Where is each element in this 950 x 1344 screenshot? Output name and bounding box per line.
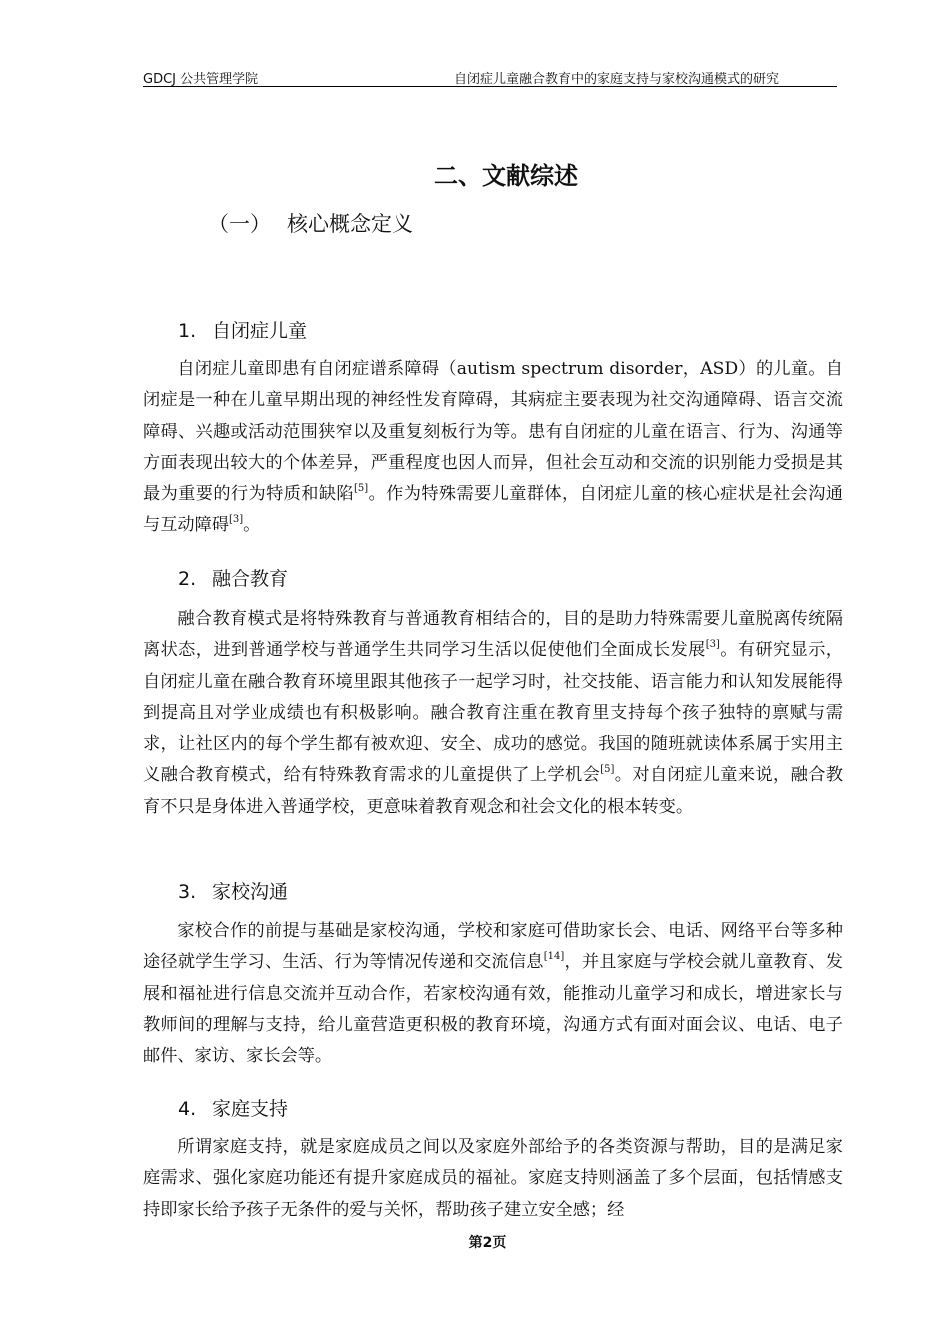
paragraph-text: 家校合作的前提与基础是家校沟通，学校和家庭可借助家长会、电话、网络平台等多种途径就学生学习、生活、行为等情况传递和交流信息 bbox=[143, 921, 843, 973]
running-header bbox=[143, 64, 837, 87]
paragraph-text: 。作为特殊需要儿童群体，自闭症儿童的核心症状是社会沟通与互动障碍 bbox=[143, 484, 843, 536]
paragraph-text: 所谓家庭支持，就是家庭成员之间以及家庭外部给予的各类资源与帮助，目的是满足家庭需求、强化家庭功能还有提升家庭成员的福祉。家庭支持则涵盖了多个层面，包括情感支持即家长给予孩子无条件的爱与关怀，帮助孩子建立安全感；经 bbox=[143, 1137, 843, 1220]
paragraph-inclusive-education bbox=[143, 604, 843, 823]
paragraph-text: 。有研究显示，自闭症儿童在融合教育环境里跟其他孩子一起学习时，社交技能、语言能力和认知发展能得到提高且对学业成绩也有积极影响。融合教育注重在教育里支持每个孩子独特的禀赋与需求，让社区内的每个学生都有被欢迎、安全、成功的感觉。我国的随班就读体系属于实用主义融合教育模式，给有特殊教育需求的儿童提供了上学机会 bbox=[143, 640, 843, 786]
citation: [3] bbox=[228, 514, 244, 526]
paragraph-family-support bbox=[143, 1132, 843, 1226]
paragraph-autism-children bbox=[143, 354, 843, 542]
heading-label: 家校沟通 bbox=[212, 881, 289, 903]
header-paper-title: 自闭症儿童融合教育中的家庭支持与家校沟通模式的研究 bbox=[453, 72, 779, 87]
heading-number: 2. bbox=[178, 568, 197, 590]
paragraph-text: ，并且家庭与学校会就儿童教育、发展和福祉进行信息交流并互动合作，若家校沟通有效，能推动儿童学习和成长，增进家长与教师间的理解与支持，给儿童营造更积极的教育环境，沟通方式有面对面会议、电话、电子邮件、家访、家长会等。 bbox=[143, 952, 843, 1067]
subsection-title bbox=[208, 208, 413, 238]
heading-number: 4. bbox=[178, 1098, 197, 1120]
heading-label: 家庭支持 bbox=[212, 1098, 289, 1120]
heading-label: 自闭症儿童 bbox=[212, 320, 308, 342]
heading-number: 1. bbox=[178, 320, 197, 342]
heading-home-school-communication bbox=[178, 877, 288, 904]
paragraph-text: 。对自闭症儿童来说，融合教育不只是身体进入普通学校，更意味着教育观念和社会文化的根本转变。 bbox=[143, 765, 843, 817]
heading-label: 融合教育 bbox=[212, 568, 289, 590]
paragraph-text: 自闭症儿童即患有自闭症谱系障碍（autism spectrum disorder，ASD）的儿童。自闭症是一种在儿童早期出现的神经性发育障碍，其病症主要表现为社交沟通障碍、语言交流障碍、兴趣或活动范围狭窄以及重复刻板行为等。患有自闭症的儿童在语言、行为、沟通等方面表现出较大的个体差异，严重程度也因人而异，但社会互动和交流的识别能力受损是其最为重要的行为特质和缺陷 bbox=[143, 359, 843, 505]
paragraph-text: 融合教育模式是将特殊教育与普通教育相结合的，目的是助力特殊需要儿童脱离传统隔离状态，进到普通学校与普通学生共同学习生活以促使他们全面成长发展 bbox=[143, 609, 843, 661]
paragraph-text: 。 bbox=[243, 515, 261, 536]
citation: [14] bbox=[543, 951, 565, 963]
heading-inclusive-education bbox=[178, 564, 288, 591]
heading-family-support bbox=[178, 1094, 288, 1121]
subsection-label: 核心概念定义 bbox=[287, 212, 413, 236]
heading-autism-children bbox=[178, 316, 307, 343]
citation: [3] bbox=[705, 639, 720, 651]
header-institution: GDCJ 公共管理学院 bbox=[143, 72, 259, 87]
citation: [5] bbox=[354, 483, 369, 495]
heading-number: 3. bbox=[178, 881, 197, 903]
paragraph-home-school-communication bbox=[143, 916, 843, 1072]
page-number: 第2页 bbox=[468, 1235, 507, 1251]
subsection-number: （一） bbox=[208, 212, 271, 236]
citation: [5] bbox=[600, 764, 615, 776]
section-title: 二、文献综述 bbox=[434, 162, 578, 190]
